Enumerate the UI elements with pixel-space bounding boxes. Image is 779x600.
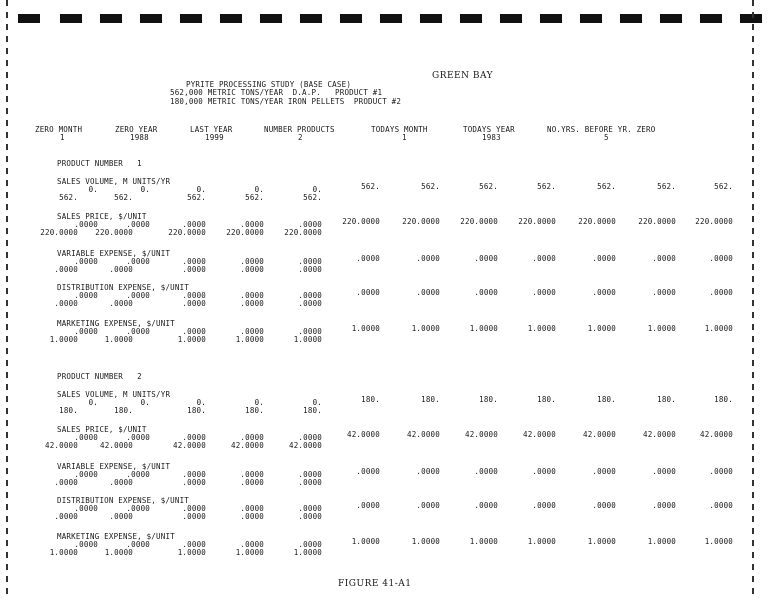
value-cell: 220.0000 <box>695 217 733 226</box>
section-label: SALES PRICE, $/UNIT <box>57 212 147 221</box>
param-label: TODAYS YEAR <box>463 125 515 134</box>
value-cell: .0000 <box>652 501 676 510</box>
value-cell: .0000 <box>416 288 440 297</box>
value-cell: .0000 <box>109 299 133 308</box>
value-cell: .0000 <box>532 501 556 510</box>
value-cell: 220.0000 <box>40 228 78 237</box>
value-cell: 220.0000 <box>95 228 133 237</box>
value-cell: 42.0000 <box>522 430 556 439</box>
value-cell: 42.0000 <box>172 441 206 450</box>
value-cell: .0000 <box>298 478 322 487</box>
value-cell: .0000 <box>298 220 322 229</box>
value-cell: .0000 <box>240 512 264 521</box>
product-heading: PRODUCT NUMBER 2 <box>57 372 142 381</box>
value-cell: 180. <box>597 395 616 404</box>
value-cell: 42.0000 <box>288 441 322 450</box>
section-label: MARKETING EXPENSE, $/UNIT <box>57 532 175 541</box>
value-cell: .0000 <box>356 254 380 263</box>
value-cell: .0000 <box>74 327 98 336</box>
value-cell: .0000 <box>592 254 616 263</box>
value-cell: 0. <box>140 398 150 407</box>
param-value: 1 <box>402 133 407 142</box>
value-cell: .0000 <box>240 478 264 487</box>
feed-hole <box>540 14 562 23</box>
section-label: SALES VOLUME, M UNITS/YR <box>57 390 171 399</box>
feed-hole <box>340 14 362 23</box>
value-cell: 42.0000 <box>699 430 733 439</box>
value-cell: 1.0000 <box>235 335 264 344</box>
value-cell: .0000 <box>126 433 150 442</box>
value-cell: 180. <box>187 406 206 415</box>
value-cell: .0000 <box>74 433 98 442</box>
value-cell: .0000 <box>74 470 98 479</box>
value-cell: 0. <box>196 185 206 194</box>
value-cell: 562. <box>421 182 440 191</box>
section-label: DISTRIBUTION EXPENSE, $/UNIT <box>57 496 190 505</box>
value-cell: 42.0000 <box>346 430 380 439</box>
value-cell: 1.0000 <box>235 548 264 557</box>
value-cell: .0000 <box>592 467 616 476</box>
value-cell: 0. <box>88 398 98 407</box>
value-cell: 180. <box>479 395 498 404</box>
value-cell: .0000 <box>182 540 206 549</box>
section-label: SALES VOLUME, M UNITS/YR <box>57 177 171 186</box>
value-cell: 42.0000 <box>464 430 498 439</box>
value-cell: 1.0000 <box>647 324 676 333</box>
value-cell: .0000 <box>298 504 322 513</box>
value-cell: 42.0000 <box>230 441 264 450</box>
param-value: 1 <box>60 133 65 142</box>
value-cell: 42.0000 <box>582 430 616 439</box>
value-cell: .0000 <box>592 501 616 510</box>
param-value: 2 <box>298 133 303 142</box>
value-cell: 220.0000 <box>284 228 322 237</box>
value-cell: 1.0000 <box>49 335 78 344</box>
value-cell: 1.0000 <box>704 537 733 546</box>
value-cell: 1.0000 <box>587 324 616 333</box>
value-cell: 220.0000 <box>402 217 440 226</box>
value-cell: .0000 <box>182 220 206 229</box>
value-cell: .0000 <box>652 467 676 476</box>
value-cell: .0000 <box>416 501 440 510</box>
value-cell: 220.0000 <box>578 217 616 226</box>
value-cell: 562. <box>537 182 556 191</box>
value-cell: 220.0000 <box>168 228 206 237</box>
value-cell: .0000 <box>652 254 676 263</box>
value-cell: .0000 <box>109 478 133 487</box>
value-cell: .0000 <box>126 327 150 336</box>
value-cell: .0000 <box>74 540 98 549</box>
value-cell: 0. <box>312 185 322 194</box>
value-cell: .0000 <box>709 288 733 297</box>
value-cell: .0000 <box>182 265 206 274</box>
value-cell: 42.0000 <box>406 430 440 439</box>
param-label: ZERO MONTH <box>35 125 83 134</box>
value-cell: .0000 <box>298 540 322 549</box>
value-cell: 180. <box>657 395 676 404</box>
value-cell: .0000 <box>182 478 206 487</box>
location-title: GREEN BAY <box>432 71 494 81</box>
product1-description: 562,000 METRIC TONS/YEAR D.A.P. PRODUCT #1 <box>170 88 383 97</box>
value-cell: .0000 <box>74 257 98 266</box>
value-cell: .0000 <box>182 327 206 336</box>
value-cell: .0000 <box>416 467 440 476</box>
value-cell: .0000 <box>240 265 264 274</box>
value-cell: 220.0000 <box>226 228 264 237</box>
value-cell: .0000 <box>356 501 380 510</box>
value-cell: .0000 <box>182 504 206 513</box>
product2-description: 180,000 METRIC TONS/YEAR IRON PELLETS PRODUCT #2 <box>170 97 402 106</box>
value-cell: .0000 <box>126 220 150 229</box>
feed-hole <box>660 14 682 23</box>
feed-hole <box>100 14 122 23</box>
value-cell: 1.0000 <box>704 324 733 333</box>
value-cell: 1.0000 <box>469 324 498 333</box>
feed-hole <box>700 14 722 23</box>
value-cell: .0000 <box>240 433 264 442</box>
feed-hole <box>380 14 402 23</box>
value-cell: 0. <box>140 185 150 194</box>
value-cell: .0000 <box>182 257 206 266</box>
value-cell: .0000 <box>182 291 206 300</box>
value-cell: .0000 <box>298 291 322 300</box>
value-cell: .0000 <box>298 257 322 266</box>
value-cell: .0000 <box>109 512 133 521</box>
value-cell: 562. <box>114 193 133 202</box>
value-cell: .0000 <box>126 257 150 266</box>
value-cell: .0000 <box>298 433 322 442</box>
value-cell: .0000 <box>182 299 206 308</box>
feed-hole <box>180 14 202 23</box>
value-cell: .0000 <box>356 467 380 476</box>
value-cell: 1.0000 <box>411 537 440 546</box>
value-cell: 1.0000 <box>293 335 322 344</box>
value-cell: 1.0000 <box>411 324 440 333</box>
value-cell: .0000 <box>240 540 264 549</box>
value-cell: .0000 <box>126 540 150 549</box>
section-label: MARKETING EXPENSE, $/UNIT <box>57 319 175 328</box>
value-cell: .0000 <box>74 291 98 300</box>
value-cell: .0000 <box>240 220 264 229</box>
value-cell: .0000 <box>532 288 556 297</box>
section-label: VARIABLE EXPENSE, $/UNIT <box>57 462 171 471</box>
feed-hole <box>18 14 40 23</box>
value-cell: .0000 <box>240 257 264 266</box>
value-cell: .0000 <box>298 265 322 274</box>
feed-hole <box>140 14 162 23</box>
value-cell: 562. <box>657 182 676 191</box>
value-cell: 180. <box>114 406 133 415</box>
value-cell: .0000 <box>474 501 498 510</box>
value-cell: 1.0000 <box>351 537 380 546</box>
value-cell: 1.0000 <box>647 537 676 546</box>
value-cell: 180. <box>245 406 264 415</box>
param-value: 1988 <box>130 133 149 142</box>
feed-hole <box>220 14 242 23</box>
value-cell: .0000 <box>126 470 150 479</box>
feed-hole <box>620 14 642 23</box>
value-cell: .0000 <box>474 288 498 297</box>
value-cell: .0000 <box>532 254 556 263</box>
param-label: LAST YEAR <box>190 125 233 134</box>
value-cell: .0000 <box>109 265 133 274</box>
value-cell: .0000 <box>652 288 676 297</box>
param-label: TODAYS MONTH <box>371 125 428 134</box>
value-cell: .0000 <box>240 299 264 308</box>
value-cell: .0000 <box>298 470 322 479</box>
feed-hole <box>420 14 442 23</box>
value-cell: 0. <box>88 185 98 194</box>
right-perforation <box>752 0 754 600</box>
value-cell: 0. <box>312 398 322 407</box>
param-label: NO.YRS. BEFORE YR. ZERO <box>547 125 656 134</box>
value-cell: 562. <box>361 182 380 191</box>
value-cell: 1.0000 <box>527 537 556 546</box>
section-label: DISTRIBUTION EXPENSE, $/UNIT <box>57 283 190 292</box>
feed-hole <box>460 14 482 23</box>
value-cell: 1.0000 <box>104 548 133 557</box>
value-cell: .0000 <box>532 467 556 476</box>
value-cell: .0000 <box>474 467 498 476</box>
value-cell: 1.0000 <box>293 548 322 557</box>
feed-hole <box>260 14 282 23</box>
value-cell: .0000 <box>182 470 206 479</box>
value-cell: 1.0000 <box>469 537 498 546</box>
value-cell: .0000 <box>182 433 206 442</box>
value-cell: .0000 <box>240 327 264 336</box>
feed-hole <box>500 14 522 23</box>
value-cell: 1.0000 <box>587 537 616 546</box>
value-cell: 1.0000 <box>527 324 556 333</box>
value-cell: 562. <box>714 182 733 191</box>
figure-caption: FIGURE 41-A1 <box>338 579 412 589</box>
value-cell: .0000 <box>54 478 78 487</box>
value-cell: 1.0000 <box>351 324 380 333</box>
value-cell: 180. <box>714 395 733 404</box>
value-cell: 180. <box>59 406 78 415</box>
value-cell: .0000 <box>126 504 150 513</box>
report-title: PYRITE PROCESSING STUDY (BASE CASE) <box>186 80 352 89</box>
param-value: 5 <box>604 133 609 142</box>
value-cell: 0. <box>254 398 264 407</box>
param-value: 1999 <box>205 133 224 142</box>
left-perforation <box>6 0 8 600</box>
value-cell: .0000 <box>126 291 150 300</box>
value-cell: .0000 <box>356 288 380 297</box>
value-cell: 42.0000 <box>44 441 78 450</box>
value-cell: .0000 <box>240 470 264 479</box>
value-cell: 180. <box>303 406 322 415</box>
value-cell: 562. <box>597 182 616 191</box>
value-cell: 220.0000 <box>638 217 676 226</box>
value-cell: 1.0000 <box>177 548 206 557</box>
value-cell: 562. <box>245 193 264 202</box>
value-cell: 180. <box>537 395 556 404</box>
value-cell: 0. <box>196 398 206 407</box>
value-cell: .0000 <box>416 254 440 263</box>
feed-hole <box>60 14 82 23</box>
value-cell: 1.0000 <box>177 335 206 344</box>
value-cell: .0000 <box>298 327 322 336</box>
param-label: NUMBER PRODUCTS <box>264 125 335 134</box>
value-cell: .0000 <box>298 299 322 308</box>
value-cell: 180. <box>361 395 380 404</box>
value-cell: 562. <box>303 193 322 202</box>
value-cell: 42.0000 <box>99 441 133 450</box>
feed-hole <box>300 14 322 23</box>
value-cell: .0000 <box>298 512 322 521</box>
value-cell: 220.0000 <box>342 217 380 226</box>
value-cell: .0000 <box>592 288 616 297</box>
value-cell: 562. <box>187 193 206 202</box>
value-cell: .0000 <box>54 265 78 274</box>
value-cell: .0000 <box>74 504 98 513</box>
value-cell: .0000 <box>54 512 78 521</box>
value-cell: .0000 <box>240 504 264 513</box>
value-cell: .0000 <box>240 291 264 300</box>
value-cell: .0000 <box>709 467 733 476</box>
value-cell: .0000 <box>709 501 733 510</box>
value-cell: .0000 <box>54 299 78 308</box>
value-cell: .0000 <box>709 254 733 263</box>
param-label: ZERO YEAR <box>115 125 158 134</box>
feed-hole <box>580 14 602 23</box>
feed-hole <box>740 14 762 23</box>
value-cell: .0000 <box>474 254 498 263</box>
value-cell: 180. <box>421 395 440 404</box>
value-cell: 1.0000 <box>49 548 78 557</box>
value-cell: .0000 <box>74 220 98 229</box>
value-cell: 0. <box>254 185 264 194</box>
value-cell: .0000 <box>182 512 206 521</box>
value-cell: 220.0000 <box>518 217 556 226</box>
value-cell: 562. <box>479 182 498 191</box>
value-cell: 42.0000 <box>642 430 676 439</box>
section-label: VARIABLE EXPENSE, $/UNIT <box>57 249 171 258</box>
product-heading: PRODUCT NUMBER 1 <box>57 159 142 168</box>
value-cell: 562. <box>59 193 78 202</box>
value-cell: 220.0000 <box>460 217 498 226</box>
param-value: 1983 <box>482 133 501 142</box>
value-cell: 1.0000 <box>104 335 133 344</box>
section-label: SALES PRICE, $/UNIT <box>57 425 147 434</box>
